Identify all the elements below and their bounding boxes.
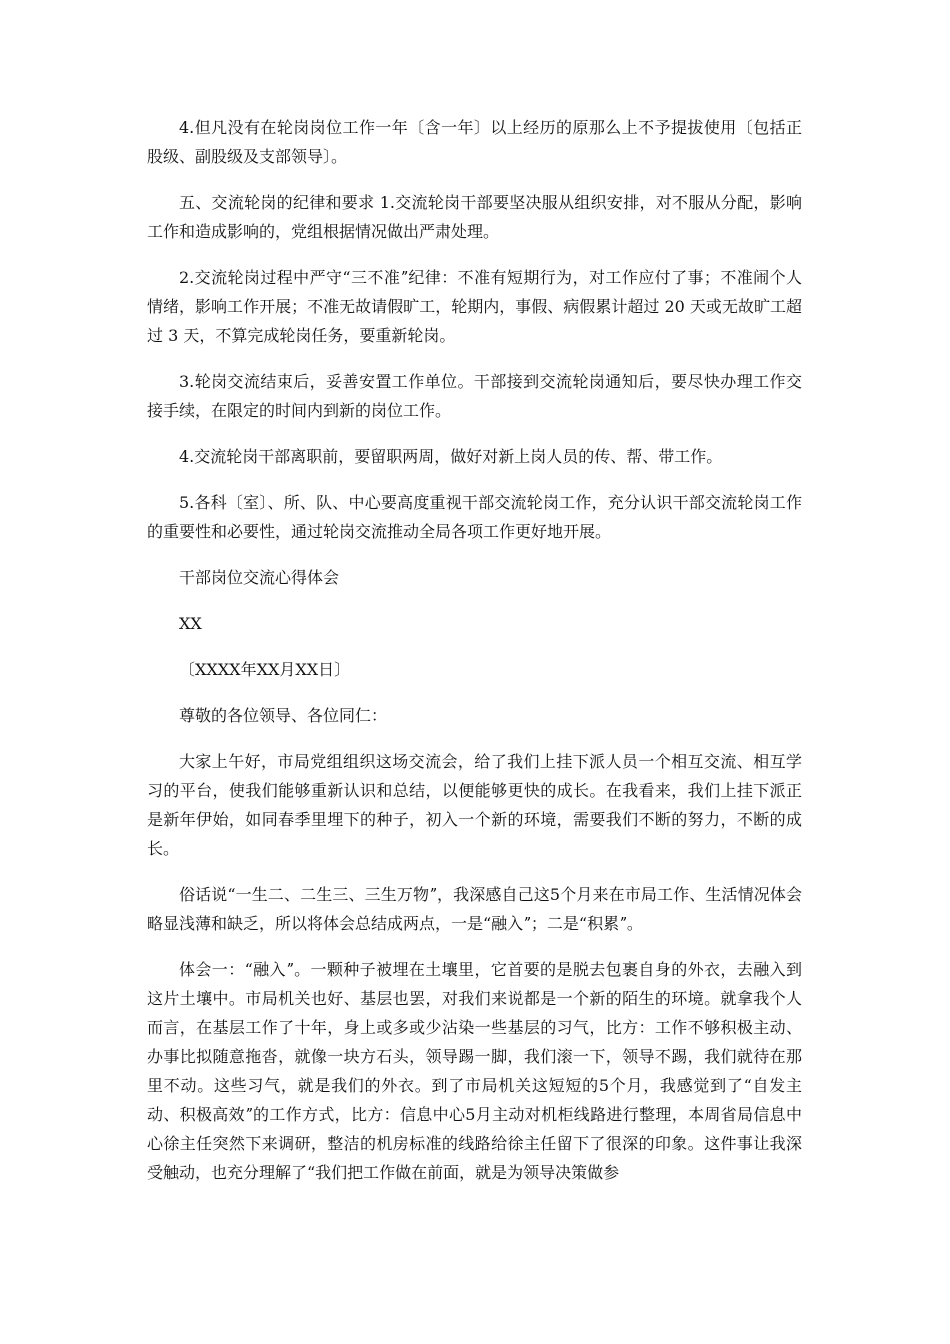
- speech-paragraph-summary: 俗话说“一生二、二生三、三生万物ˮ，我深感自己这5个月来在市局工作、生活情况体会略显浅薄和缺乏，所以将体会总结成两点，一是“融入ˮ；二是“积累ˮ。: [147, 885, 802, 933]
- paragraph-promotion-rule: 4.但凡没有在轮岗岗位工作一年〔含一年〕以上经历的原那么上不予提拔使用〔包括正股级、副股级及支部领导〕。: [147, 118, 802, 166]
- speech-author: XX: [179, 614, 202, 633]
- paragraph-three-prohibitions: 2.交流轮岗过程中严守“三不准ˮ纪律：不准有短期行为，对工作应付了事；不准闹个人情绪，影响工作开展；不准无故请假旷工，轮期内，事假、病假累计超过 20 天或无故旷工超过 3 天，不算完成轮岗任务，要重新轮岗。: [147, 268, 802, 345]
- speech-title: 干部岗位交流心得体会: [179, 568, 340, 587]
- paragraph-section-five: 五、交流轮岗的纪律和要求 1.交流轮岗干部要坚决服从组织安排，对不服从分配，影响工作和造成影响的，党组根据情况做出严肃处理。: [147, 193, 802, 241]
- paragraph-importance: 5.各科〔室〕、所、队、中心要高度重视干部交流轮岗工作，充分认识干部交流轮岗工作的重要性和必要性，通过轮岗交流推动全局各项工作更好地开展。: [147, 493, 802, 541]
- speech-paragraph-intro: 大家上午好，市局党组组织这场交流会，给了我们上挂下派人员一个相互交流、相互学习的平台，使我们能够重新认识和总结，以便能够更快的成长。在我看来，我们上挂下派正是新年伊始，如同春季里埋下的种子，初入一个新的环境，需要我们不断的努力，不断的成长。: [147, 752, 802, 858]
- document-body: [147, 113, 802, 1204]
- paragraph-handover: 4.交流轮岗干部离职前，要留职两周，做好对新上岗人员的传、帮、带工作。: [179, 447, 723, 466]
- speech-salutation: 尊敬的各位领导、各位同仁：: [179, 706, 388, 725]
- speech-date: 〔XXXX年XX月XX日〕: [179, 660, 351, 679]
- paragraph-placement: 3.轮岗交流结束后，妥善安置工作单位。干部接到交流轮岗通知后，要尽快办理工作交接手续，在限定的时间内到新的岗位工作。: [147, 372, 802, 420]
- speech-paragraph-insight-one: 体会一：“融入ˮ。一颗种子被埋在土壤里，它首要的是脱去包裹自身的外衣，去融入到这片土壤中。市局机关也好、基层也罢，对我们来说都是一个新的陌生的环境。就拿我个人而言，在基层工作了十年，身上或多或少沾染一些基层的习气，比方：工作不够积极主动、办事比拟随意拖沓，就像一块方石头，领导踢一脚，我们滚一下，领导不踢，我们就待在那里不动。这些习气，就是我们的外衣。到了市局机关这短短的5个月，我感觉到了“自发主动、积极高效ˮ的工作方式，比方：信息中心5月主动对机柜线路进行整理，本周省局信息中心徐主任突然下来调研，整洁的机房标准的线路给徐主任留下了很深的印象。这件事让我深受触动，也充分理解了“我们把工作做在前面，就是为领导决策做参: [147, 960, 802, 1182]
